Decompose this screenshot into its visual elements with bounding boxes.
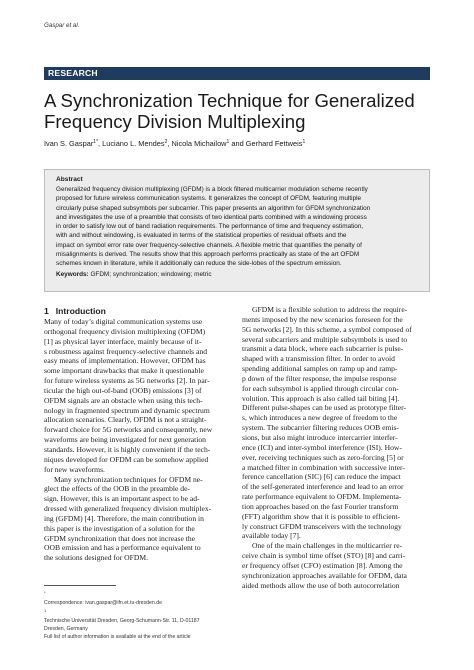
body-line: spending additional samples on ramp up and ramp-: [242, 364, 398, 374]
author-name: and Gerhard Fettweis: [229, 139, 303, 148]
body-line: rate performance equivalent to OFDM. Implementa-: [242, 492, 402, 502]
body-line: glect the effects of the OOB in the preamble de-: [44, 484, 190, 494]
body-line: p down of the filter response, the impulse response: [242, 373, 397, 383]
author-affiliation-mark: 1: [226, 139, 230, 145]
body-line: ments imposed by the new scenarios foreseen for the: [242, 314, 403, 324]
body-line: synchronization approaches available for OFDM, data: [242, 570, 407, 580]
body-line: several subcarriers and multiple subsymbols is used to: [242, 334, 408, 344]
footnote-mark: 1: [44, 608, 47, 614]
body-line: ticular the high out-of-band (OOB) emissions [3] of: [44, 385, 202, 395]
body-line: for new waveforms.: [44, 464, 105, 474]
footnote-mark: *: [44, 590, 46, 595]
body-line: (FFT) algorithm show that it is possible to efficient-: [242, 511, 401, 521]
body-line: sign. However, this is an important aspect to be ad-: [44, 494, 200, 504]
footnote-correspondence: [44, 589, 234, 607]
left-column: [44, 305, 234, 563]
body-line: system. The subcarrier filtering reduces OOB emis-: [242, 423, 399, 433]
body-line: ing (GFDM) [4]. Therefore, the main contribution in: [44, 513, 204, 523]
body-line: for future wireless systems as 5G networks [2]. In par-: [44, 376, 210, 386]
body-line: ever, receiving techniques such as zero-forcing [5] or: [242, 452, 404, 462]
abstract-text: [56, 185, 418, 269]
abstract-line: misalignments is derived. The results show that this approach performs practically as state of the art OFDM: [56, 251, 360, 259]
section-heading: [44, 305, 234, 317]
body-line: of the self-generated interference and lead to an error: [242, 482, 404, 492]
title-line: A Synchronization Technique for Generalized: [44, 90, 415, 111]
body-line: Different pulse-shapes can be used as prototype filter-: [242, 403, 406, 413]
keywords: [56, 270, 418, 280]
body-line: GFDM is a flexible solution to address the require-: [252, 305, 408, 314]
body-line: niques developed for OFDM can be somehow applied: [44, 454, 209, 464]
body-line: aided methods allow the use of both autocorrelation: [242, 580, 400, 590]
keywords-label: Keywords:: [56, 270, 89, 278]
section-number: 1: [44, 306, 49, 316]
abstract-line: schemes known in literature, while it additionally can reduce the side-lobes of the spectrum emission.: [56, 260, 342, 268]
footnotes: [44, 589, 234, 641]
body-line: shaped with a transmission filter. In order to avoid: [242, 354, 395, 364]
body-line: allocation scenarios. Clearly, OFDM is not a straight-: [44, 415, 207, 425]
footnote-text: Full list of author information is available at the end of the article: [44, 633, 191, 640]
body-line: easy means of implementation. However, OFDM has: [44, 356, 206, 366]
body-line: for each subsymbol is applied through circular con-: [242, 383, 399, 393]
body-line: ly construct GFDM transceivers with the technology: [242, 521, 402, 531]
author-list: [44, 139, 305, 148]
author-affiliation-mark: 1*: [93, 139, 99, 145]
abstract-line: impact on symbol error rate over frequency-selective channels. A flexible metric that quantifies the penalty of: [56, 241, 362, 249]
body-line: tion approaches based on the fast Fourier transform: [242, 501, 399, 511]
body-line: s robustness against frequency-selective channels and: [44, 346, 207, 356]
body-line: 5G networks [2]. In this scheme, a symbol composed of: [242, 324, 412, 334]
abstract-line: in order to satisfy low out of band radiation requirements. The performance of time and frequency estimation,: [56, 223, 364, 231]
abstract-box: [44, 169, 430, 292]
body-line: OFDM signals are an obstacle when using this tech-: [44, 395, 203, 405]
abstract-line: proposed for future wireless communication systems. It generalizes the concept of OFDM, featuring multiple: [56, 195, 362, 203]
body-line: some important drawbacks that make it questionable: [44, 366, 204, 376]
footnote-divider: [44, 585, 116, 586]
body-line: the solutions designed for OFDM.: [44, 553, 148, 563]
body-line: volution. This approach is also called tail biting [4].: [242, 393, 400, 403]
body-line: Many synchronization techniques for OFDM ne-: [54, 474, 203, 484]
body-line: forward choice for 5G networks and consequently, new: [44, 425, 213, 435]
body-line: dressed with generalized frequency division multiplex-: [44, 504, 212, 514]
body-line: s, which introduces a new degree of freedom to the: [242, 413, 398, 423]
body-line: orthogonal frequency division multiplexing (OFDM): [44, 326, 206, 336]
footnote-text: Correspondence: ivan.gaspar@ifn.et.tu-dresden.de: [44, 599, 163, 606]
body-line: available today [7].: [242, 531, 301, 541]
body-line: ceive chain is symbol time offset (STO) [8] and carri-: [242, 551, 406, 561]
footnote-affiliation: [44, 607, 234, 625]
abstract-line: circularly pulse shaped subsymbols per subcarrier. This paper presents an algorithm for GFDM synchronization: [56, 204, 371, 212]
body-line: ence (ICI) and inter-symbol interference (ISI). How-: [242, 442, 402, 452]
body-line: [1] as physical layer interface, mainly because of it-: [44, 336, 202, 346]
body-line: OOB emission and has a performance equivalent to: [44, 543, 201, 553]
section-label-bar: RESEARCH: [44, 67, 430, 80]
body-line: standards. However, it is highly convenient if the tech-: [44, 444, 211, 454]
body-line: nology in fragmented spectrum and dynamic spectrum: [44, 405, 210, 415]
author-name: , Luciano L. Mendes: [98, 139, 165, 148]
author-affiliation-mark: 1: [302, 139, 306, 145]
author-name: , Nicola Michailow: [167, 139, 227, 148]
footnote-text: Technische Universität Dresden, Georg-Schumann-Str. 11, D-01187: [44, 618, 200, 625]
abstract-line: with and without windowing, is evaluated in terms of the statistical properties of residual offsets and the: [56, 232, 347, 240]
abstract-heading: Abstract: [56, 176, 83, 183]
body-line: a matched filter in combination with successive inter-: [242, 462, 405, 472]
body-line: ference cancellation (SIC) [6] can reduce the impact: [242, 472, 401, 482]
body-line: GFDM synchronization that does not increase the: [44, 533, 195, 543]
paper-title: [44, 90, 434, 132]
body-line: sions, but also might introduce intercarrier interfer-: [242, 432, 398, 442]
title-line: Frequency Division Multiplexing: [44, 111, 306, 132]
keywords-list: GFDM; synchronization; windowing; metric: [88, 270, 212, 278]
body-line: Many of today’s digital communication systems use: [44, 317, 203, 326]
body-line: transmit a data block, where each subcarrier is pulse-: [242, 344, 404, 354]
footnote-text: Dresden, Germany: [44, 625, 88, 632]
body-line: er frequency offset (CFO) estimation [8]. Among the: [242, 560, 403, 570]
body-line: this paper is the investigation of a solution for the: [44, 523, 195, 533]
author-affiliation-mark: 2: [164, 139, 168, 145]
body-line: One of the main challenges in the multicarrier re-: [252, 541, 403, 551]
running-head: Gaspar et al.: [44, 22, 80, 29]
section-title: Introduction: [55, 306, 106, 316]
body-line: waveforms are being investigated for next generation: [44, 435, 206, 445]
author-name: Ivan S. Gaspar: [44, 139, 94, 148]
abstract-line: Generalized frequency division multiplexing (GFDM) is a block filtered multicarrier modulation scheme recently: [56, 186, 368, 193]
abstract-line: and investigates the use of a preamble that consists of two identical parts combined with a windowing process: [56, 213, 367, 221]
right-column: [242, 305, 432, 590]
